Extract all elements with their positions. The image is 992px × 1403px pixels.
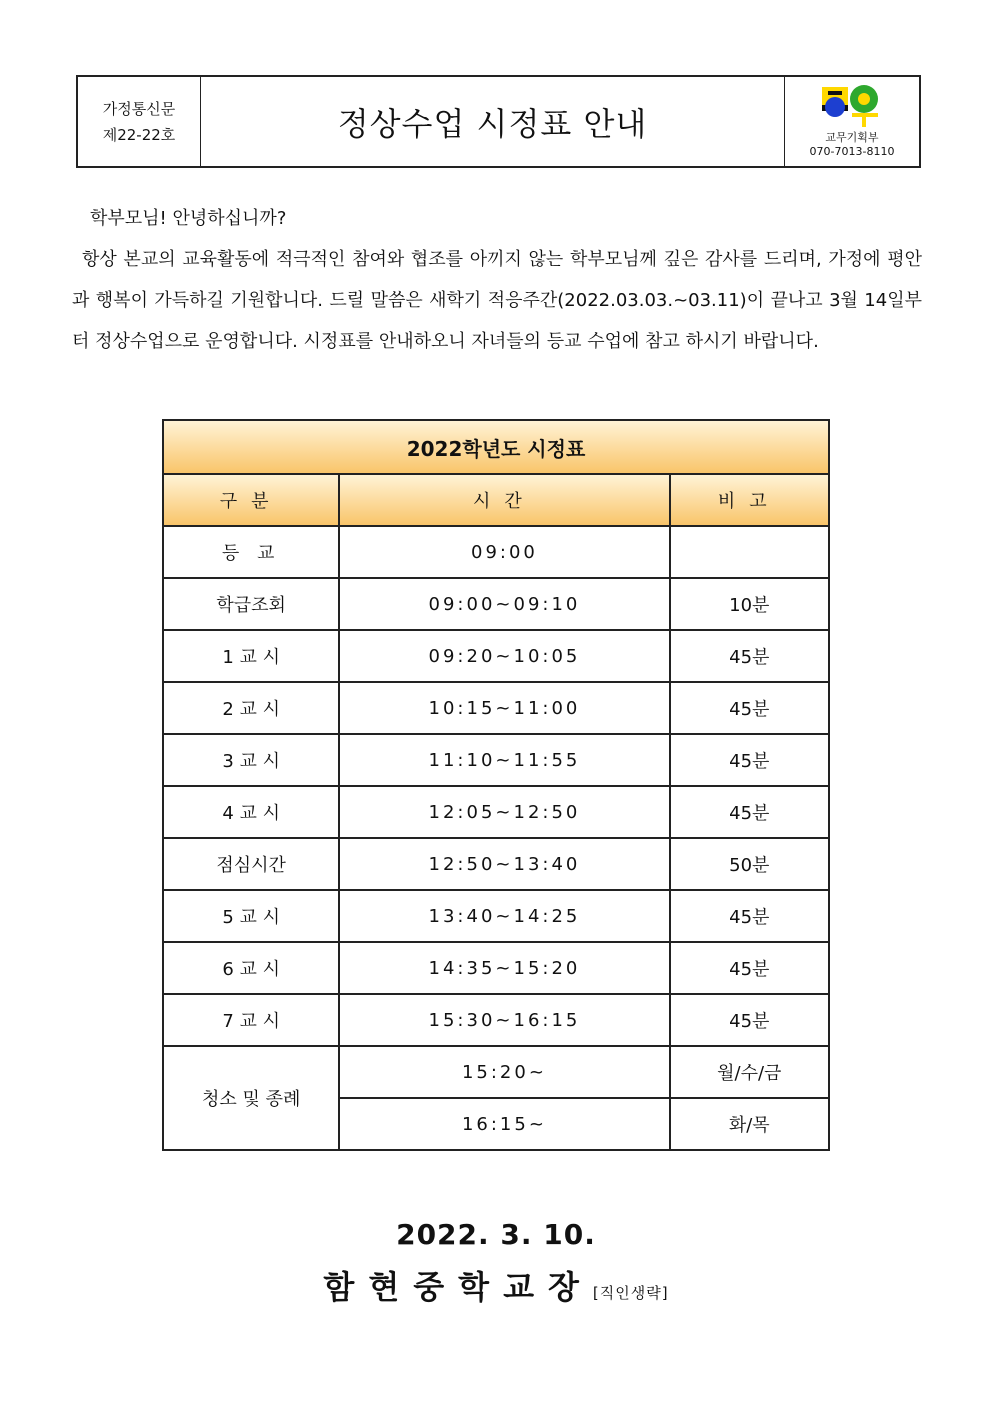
table-row	[163, 578, 829, 630]
dept-phone: 070-7013-8110	[809, 145, 895, 158]
period-time: 10:15~11:00	[339, 682, 669, 734]
table-row	[163, 942, 829, 994]
timetable-title: 2022학년도 시정표	[163, 420, 829, 474]
principal-name: 함현중학교장	[323, 1268, 593, 1306]
table-row	[163, 994, 829, 1046]
period-label: 6 교 시	[163, 942, 339, 994]
intro-text	[72, 198, 922, 362]
period-time: 12:50~13:40	[339, 838, 669, 890]
notice-header	[76, 75, 921, 168]
column-header: 비고	[670, 474, 829, 526]
period-note: 45분	[670, 734, 829, 786]
cleaning-time: 15:20~	[339, 1046, 669, 1098]
period-label: 7 교 시	[163, 994, 339, 1046]
period-note: 10분	[670, 578, 829, 630]
doc-info	[78, 77, 201, 166]
period-time: 13:40~14:25	[339, 890, 669, 942]
table-row	[163, 630, 829, 682]
table-row	[163, 682, 829, 734]
period-time: 09:00~09:10	[339, 578, 669, 630]
period-note	[670, 526, 829, 578]
period-label: 점심시간	[163, 838, 339, 890]
period-note: 45분	[670, 630, 829, 682]
period-label: 1 교 시	[163, 630, 339, 682]
stamp-note: [직인생략]	[592, 1284, 669, 1302]
signature	[0, 1262, 992, 1308]
period-note: 45분	[670, 682, 829, 734]
cleaning-label: 청소 및 종례	[163, 1046, 339, 1150]
period-note: 45분	[670, 942, 829, 994]
period-label: 3 교 시	[163, 734, 339, 786]
dept-name: 교무기획부	[825, 131, 879, 144]
period-time: 11:10~11:55	[339, 734, 669, 786]
page-title: 정상수업 시정표 안내	[337, 104, 648, 143]
timetable	[162, 419, 830, 1151]
period-time: 09:20~10:05	[339, 630, 669, 682]
school-logo-icon	[820, 83, 884, 129]
period-label: 학급조회	[163, 578, 339, 630]
period-label: 5 교 시	[163, 890, 339, 942]
period-time: 15:30~16:15	[339, 994, 669, 1046]
period-time: 09:00	[339, 526, 669, 578]
period-note: 45분	[670, 890, 829, 942]
cleaning-days: 화/목	[670, 1098, 829, 1150]
intro-paragraph: 항상 본교의 교육활동에 적극적인 참여와 협조를 아끼지 않는 학부모님께 깊은 감사를 드리며, 가정에 평안과 행복이 가득하길 기원합니다. 드릴 말씀은 새학기 적응주간(2022.03.03.~03.11)이 끝나고 3월 14일부터 정상수업으로 운영합니다. 시정표를 안내하오니 자녀들의 등교 수업에 참고 하시기 바랍니다.	[72, 249, 922, 352]
table-row	[163, 786, 829, 838]
table-row	[163, 734, 829, 786]
greeting: 학부모님! 안녕하십니까?	[90, 208, 287, 229]
period-time: 12:05~12:50	[339, 786, 669, 838]
period-note: 45분	[670, 994, 829, 1046]
column-header: 시간	[339, 474, 669, 526]
table-row	[163, 526, 829, 578]
issue-date: 2022. 3. 10.	[396, 1218, 596, 1251]
school-logo-area	[784, 77, 919, 166]
period-label: 4 교 시	[163, 786, 339, 838]
period-note: 50분	[670, 838, 829, 890]
period-note: 45분	[670, 786, 829, 838]
doc-type: 가정통신문	[102, 99, 176, 118]
period-label: 2 교 시	[163, 682, 339, 734]
cleaning-days: 월/수/금	[670, 1046, 829, 1098]
doc-number: 제22-22호	[102, 125, 176, 144]
period-label: 등 교	[163, 526, 339, 578]
table-row	[163, 890, 829, 942]
table-row	[163, 838, 829, 890]
period-time: 14:35~15:20	[339, 942, 669, 994]
cleaning-time: 16:15~	[339, 1098, 669, 1150]
column-header: 구분	[163, 474, 339, 526]
